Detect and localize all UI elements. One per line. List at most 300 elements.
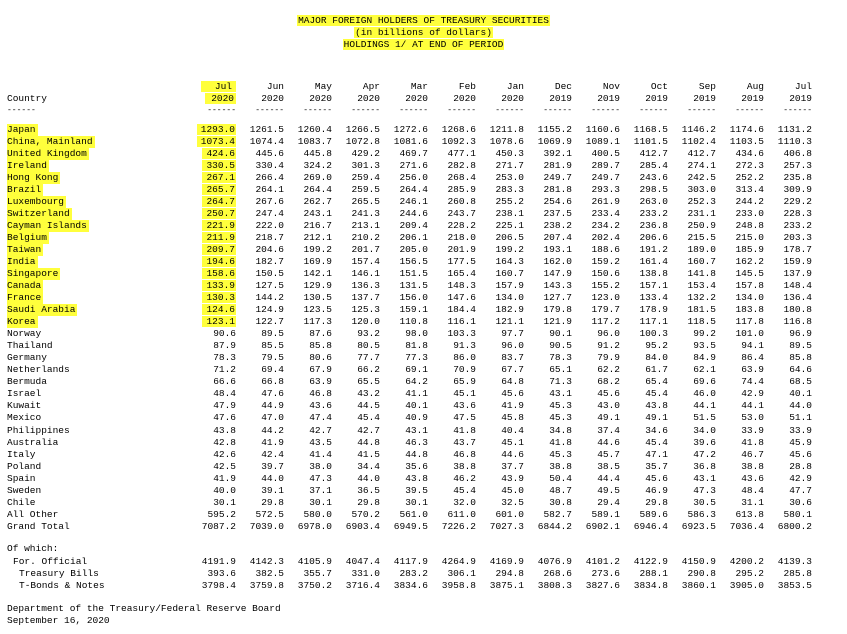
value-cell: 1103.5 — [729, 136, 764, 148]
value-cell: 252.2 — [735, 172, 764, 184]
value-cell: 271.7 — [495, 160, 524, 172]
value-cell: 49.5 — [597, 484, 620, 496]
value-cell: 47.6 — [261, 388, 284, 400]
value-cell: 137.9 — [783, 268, 812, 280]
value-cell: 434.6 — [735, 148, 764, 160]
country-name: Thailand — [7, 340, 53, 352]
header-rule: ------ — [591, 106, 620, 115]
value-cell: 30.8 — [549, 496, 572, 508]
value-cell: 412.7 — [687, 148, 716, 160]
value-highlight: 133.9 — [202, 280, 236, 291]
value-cell: 1092.3 — [441, 136, 476, 148]
value-cell: 249.7 — [543, 172, 572, 184]
month-header: Aug — [746, 81, 764, 92]
country-name: Switzerland — [7, 208, 70, 220]
value-cell: 62.2 — [597, 364, 620, 376]
value-cell: 257.3 — [783, 160, 812, 172]
table-row — [0, 461, 847, 473]
value-cell: 185.9 — [735, 244, 764, 256]
header-rule: ------ — [351, 106, 380, 115]
value-cell: 96.0 — [597, 328, 620, 340]
value-cell: 97.7 — [501, 328, 524, 340]
value-cell: 6946.4 — [633, 520, 668, 532]
value-cell: 157.8 — [735, 280, 764, 292]
value-cell: 43.6 — [309, 400, 332, 412]
value-cell: 41.8 — [741, 436, 764, 448]
value-cell: 215.0 — [735, 232, 764, 244]
country-name: Luxembourg — [7, 196, 65, 208]
value-cell: 4105.9 — [297, 556, 332, 567]
country-rule: ------ — [7, 106, 36, 115]
year-header: 2020 — [501, 93, 524, 104]
value-cell: 129.9 — [303, 280, 332, 292]
value-highlight: 424.6 — [202, 148, 236, 159]
value-cell: 256.0 — [399, 172, 428, 184]
value-cell: 179.7 — [591, 304, 620, 316]
table-row — [0, 400, 847, 412]
value-cell: 62.1 — [693, 364, 716, 376]
value-cell: 47.0 — [261, 412, 284, 424]
value-cell: 159.9 — [783, 256, 812, 268]
value-cell: 1268.6 — [441, 124, 476, 135]
value-cell — [194, 148, 236, 160]
value-cell: 45.6 — [597, 388, 620, 400]
value-cell: 71.3 — [549, 376, 572, 388]
table-row — [0, 268, 847, 280]
value-cell — [194, 268, 236, 280]
month-header — [194, 81, 236, 93]
value-cell: 199.2 — [495, 244, 524, 256]
table-row — [0, 172, 847, 184]
country-name: Belgium — [7, 232, 47, 244]
value-cell: 117.1 — [639, 316, 668, 328]
month-header: Mar — [410, 81, 428, 92]
month-header: Nov — [602, 81, 620, 92]
value-cell: 259.4 — [351, 172, 380, 184]
value-cell: 3759.8 — [249, 580, 284, 591]
value-cell: 164.3 — [495, 256, 524, 268]
value-cell: 4191.9 — [201, 556, 236, 567]
value-cell: 330.4 — [255, 160, 284, 172]
value-cell: 249.7 — [591, 172, 620, 184]
value-cell: 37.7 — [501, 460, 524, 472]
value-cell: 283.2 — [399, 568, 428, 579]
value-cell: 86.4 — [741, 352, 764, 364]
value-cell: 228.2 — [447, 220, 476, 232]
value-cell: 136.3 — [351, 280, 380, 292]
value-cell: 4200.2 — [729, 556, 764, 567]
value-cell: 237.5 — [543, 208, 572, 220]
value-cell: 1168.5 — [633, 124, 668, 135]
value-cell: 35.7 — [645, 460, 668, 472]
value-cell: 43.6 — [741, 472, 764, 484]
value-cell: 285.9 — [447, 184, 476, 196]
value-cell: 260.8 — [447, 196, 476, 208]
value-cell: 191.2 — [639, 244, 668, 256]
year-header: 2019 — [789, 93, 812, 104]
value-cell: 161.4 — [639, 256, 668, 268]
value-cell: 285.8 — [783, 568, 812, 579]
year-header: 2020 — [309, 93, 332, 104]
value-cell: 611.0 — [447, 508, 476, 520]
value-cell: 80.5 — [357, 340, 380, 352]
value-cell: 44.8 — [357, 436, 380, 448]
value-cell: 29.8 — [645, 496, 668, 508]
table-row — [0, 521, 847, 533]
value-cell: 67.9 — [309, 364, 332, 376]
value-cell: 28.8 — [789, 460, 812, 472]
value-cell: 84.0 — [645, 352, 668, 364]
value-cell: 41.5 — [357, 448, 380, 460]
value-cell: 235.8 — [783, 172, 812, 184]
value-cell: 64.2 — [405, 376, 428, 388]
value-cell: 255.2 — [495, 196, 524, 208]
value-cell: 43.9 — [501, 472, 524, 484]
year-header: 2020 — [405, 93, 428, 104]
value-cell: 69.6 — [693, 376, 716, 388]
value-highlight: 330.5 — [202, 160, 236, 171]
value-cell: 134.0 — [495, 292, 524, 304]
table-row — [0, 328, 847, 340]
value-cell: 95.2 — [645, 340, 668, 352]
year-header: 2019 — [645, 93, 668, 104]
value-cell: 1266.5 — [345, 124, 380, 135]
country-name: Canada — [7, 280, 42, 292]
value-cell: 271.6 — [399, 160, 428, 172]
value-cell: 39.7 — [261, 460, 284, 472]
table-row — [0, 352, 847, 364]
value-cell: 121.1 — [495, 316, 524, 328]
value-cell: 43.8 — [405, 472, 428, 484]
value-cell: 445.8 — [303, 148, 332, 160]
value-cell: 445.6 — [255, 148, 284, 160]
value-cell: 40.0 — [213, 484, 236, 496]
value-cell: 169.9 — [303, 256, 332, 268]
value-cell: 123.0 — [591, 292, 620, 304]
value-cell: 162.0 — [543, 256, 572, 268]
value-cell: 134.0 — [735, 292, 764, 304]
country-name: Taiwan — [7, 244, 42, 256]
value-cell: 40.4 — [501, 424, 524, 436]
value-cell: 207.4 — [543, 232, 572, 244]
value-cell: 45.3 — [549, 448, 572, 460]
value-cell: 103.3 — [447, 328, 476, 340]
value-cell: 86.0 — [453, 352, 476, 364]
value-cell: 91.2 — [597, 340, 620, 352]
value-cell: 210.2 — [351, 232, 380, 244]
value-cell: 1131.2 — [777, 124, 812, 135]
value-cell: 1211.8 — [489, 124, 524, 135]
value-cell: 65.5 — [357, 376, 380, 388]
value-highlight: 1293.0 — [197, 124, 236, 135]
value-cell: 65.4 — [645, 376, 668, 388]
value-cell: 30.1 — [405, 496, 428, 508]
value-cell: 202.4 — [591, 232, 620, 244]
value-cell: 199.2 — [303, 244, 332, 256]
value-cell: 30.1 — [309, 496, 332, 508]
table-row — [0, 304, 847, 316]
value-cell: 1261.5 — [249, 124, 284, 135]
value-cell: 3834.6 — [393, 580, 428, 591]
value-cell: 44.8 — [405, 448, 428, 460]
value-cell: 127.7 — [543, 292, 572, 304]
value-cell: 43.6 — [453, 400, 476, 412]
value-cell: 42.7 — [357, 424, 380, 436]
value-cell: 45.6 — [645, 472, 668, 484]
value-cell: 43.1 — [549, 388, 572, 400]
value-cell: 93.2 — [357, 328, 380, 340]
table-row — [0, 376, 847, 388]
of-which-row — [0, 580, 847, 592]
value-cell: 7039.0 — [249, 520, 284, 532]
value-cell: 290.8 — [687, 568, 716, 579]
table-row — [0, 136, 847, 148]
value-cell: 6903.4 — [345, 520, 380, 532]
country-name: China, Mainland — [7, 136, 93, 148]
value-cell: 156.0 — [399, 292, 428, 304]
value-cell: 125.3 — [351, 304, 380, 316]
value-cell: 477.1 — [447, 148, 476, 160]
value-cell: 188.6 — [591, 244, 620, 256]
value-cell: 147.6 — [447, 292, 476, 304]
value-cell: 45.9 — [789, 436, 812, 448]
value-cell: 7027.3 — [489, 520, 524, 532]
value-cell: 38.5 — [597, 460, 620, 472]
value-cell: 37.4 — [597, 424, 620, 436]
value-cell: 4047.4 — [345, 556, 380, 567]
country-name: Sweden — [7, 484, 42, 496]
value-cell: 215.5 — [687, 232, 716, 244]
value-cell: 3798.4 — [201, 580, 236, 591]
year-header — [194, 93, 236, 105]
value-cell: 96.0 — [501, 340, 524, 352]
value-cell: 313.4 — [735, 184, 764, 196]
value-cell: 246.1 — [399, 196, 428, 208]
value-cell: 42.6 — [213, 448, 236, 460]
value-cell: 222.0 — [255, 220, 284, 232]
value-cell: 85.8 — [789, 352, 812, 364]
value-cell: 153.4 — [687, 280, 716, 292]
value-cell: 238.2 — [543, 220, 572, 232]
value-cell: 283.3 — [495, 184, 524, 196]
value-cell: 262.7 — [303, 196, 332, 208]
table-row — [0, 509, 847, 521]
value-cell: 44.6 — [501, 448, 524, 460]
value-cell: 79.9 — [597, 352, 620, 364]
value-cell: 41.8 — [453, 424, 476, 436]
country-name: Spain — [7, 472, 36, 484]
country-name: Grand Total — [7, 520, 70, 532]
value-cell: 61.7 — [645, 364, 668, 376]
table-row — [0, 124, 847, 136]
value-cell: 118.5 — [687, 316, 716, 328]
value-cell: 151.5 — [399, 268, 428, 280]
value-highlight: 221.9 — [202, 220, 236, 231]
year-header: 2019 — [549, 93, 572, 104]
month-header: May — [314, 81, 332, 92]
value-cell: 43.5 — [309, 436, 332, 448]
value-cell: 570.2 — [351, 508, 380, 520]
value-cell: 45.4 — [645, 388, 668, 400]
table-row — [0, 425, 847, 437]
value-cell: 40.9 — [405, 412, 428, 424]
table-row — [0, 148, 847, 160]
value-cell: 48.7 — [549, 484, 572, 496]
title-line-1: MAJOR FOREIGN HOLDERS OF TREASURY SECURITIES — [298, 15, 549, 26]
value-cell: 87.6 — [309, 328, 332, 340]
value-cell: 42.8 — [213, 436, 236, 448]
value-cell: 206.1 — [399, 232, 428, 244]
value-cell: 265.5 — [351, 196, 380, 208]
country-name: Israel — [7, 388, 42, 400]
value-cell: 3808.3 — [537, 580, 572, 591]
value-cell: 67.7 — [501, 364, 524, 376]
value-cell: 64.6 — [789, 364, 812, 376]
value-cell: 1272.6 — [393, 124, 428, 135]
value-highlight: 158.6 — [202, 268, 236, 279]
value-cell: 35.6 — [405, 460, 428, 472]
value-cell — [194, 304, 236, 316]
value-cell: 44.1 — [741, 400, 764, 412]
value-cell: 40.1 — [405, 400, 428, 412]
value-cell: 43.2 — [357, 388, 380, 400]
value-cell: 4122.9 — [633, 556, 668, 567]
value-cell: 159.2 — [591, 256, 620, 268]
value-highlight: 264.7 — [202, 196, 236, 207]
value-cell: 121.9 — [543, 316, 572, 328]
value-cell: 80.6 — [309, 352, 332, 364]
value-highlight: 130.3 — [202, 292, 236, 303]
value-cell: 46.3 — [405, 436, 428, 448]
year-header: 2019 — [597, 93, 620, 104]
value-cell — [194, 160, 236, 172]
country-name: Mexico — [7, 412, 42, 424]
value-cell: 48.4 — [213, 388, 236, 400]
header-rule: ------ — [447, 106, 476, 115]
table-row — [0, 340, 847, 352]
value-cell: 193.1 — [543, 244, 572, 256]
value-cell: 29.8 — [357, 496, 380, 508]
value-cell: 47.4 — [309, 412, 332, 424]
value-cell: 42.5 — [213, 460, 236, 472]
value-cell: 228.3 — [783, 208, 812, 220]
value-cell: 243.7 — [447, 208, 476, 220]
value-cell: 44.0 — [789, 400, 812, 412]
value-cell: 53.0 — [741, 412, 764, 424]
country-name: Saudi Arabia — [7, 304, 76, 316]
value-cell: 38.8 — [549, 460, 572, 472]
value-cell: 50.4 — [549, 472, 572, 484]
table-row — [0, 196, 847, 208]
value-cell — [194, 124, 236, 136]
value-cell: 130.5 — [303, 292, 332, 304]
value-cell — [194, 184, 236, 196]
value-cell — [194, 136, 236, 148]
month-header: Jul — [794, 81, 812, 92]
value-cell: 94.1 — [741, 340, 764, 352]
value-cell: 469.7 — [399, 148, 428, 160]
footer-date: September 16, 2020 — [7, 615, 110, 626]
value-cell: 66.8 — [261, 376, 284, 388]
header-rule: ------ — [639, 106, 668, 115]
value-cell: 34.0 — [693, 424, 716, 436]
table-row — [0, 412, 847, 424]
value-cell: 66.6 — [213, 376, 236, 388]
country-name: Poland — [7, 460, 42, 472]
value-cell: 36.5 — [357, 484, 380, 496]
value-cell: 43.1 — [405, 424, 428, 436]
value-cell: 6949.5 — [393, 520, 428, 532]
value-cell: 269.0 — [303, 172, 332, 184]
value-cell: 47.6 — [213, 412, 236, 424]
value-cell: 136.4 — [783, 292, 812, 304]
value-cell: 131.5 — [399, 280, 428, 292]
month-header: Apr — [362, 81, 380, 92]
value-cell: 89.5 — [789, 340, 812, 352]
year-header-highlight: 2020 — [205, 93, 236, 104]
value-cell: 248.8 — [735, 220, 764, 232]
country-name: United Kingdom — [7, 148, 87, 160]
value-cell: 37.1 — [309, 484, 332, 496]
country-name: Bermuda — [7, 376, 47, 388]
value-cell: 303.0 — [687, 184, 716, 196]
value-cell: 85.8 — [309, 340, 332, 352]
value-cell: 137.7 — [351, 292, 380, 304]
value-cell: 229.2 — [783, 196, 812, 208]
value-cell: 42.4 — [261, 448, 284, 460]
value-cell: 101.0 — [735, 328, 764, 340]
value-cell: 264.4 — [399, 184, 428, 196]
value-cell: 43.1 — [693, 472, 716, 484]
value-cell: 160.7 — [495, 268, 524, 280]
value-cell: 1260.4 — [297, 124, 332, 135]
value-cell: 45.4 — [453, 484, 476, 496]
table-row — [0, 292, 847, 304]
value-cell: 7226.2 — [441, 520, 476, 532]
country-name: Germany — [7, 352, 47, 364]
value-cell: 1089.1 — [585, 136, 620, 148]
value-cell: 90.1 — [549, 328, 572, 340]
header-rule: ------ — [255, 106, 284, 115]
value-cell: 64.8 — [501, 376, 524, 388]
value-cell: 177.5 — [447, 256, 476, 268]
year-header: 2020 — [453, 93, 476, 104]
value-cell: 3827.6 — [585, 580, 620, 591]
value-cell: 46.8 — [309, 388, 332, 400]
value-cell: 69.4 — [261, 364, 284, 376]
value-highlight: 194.6 — [202, 256, 236, 267]
value-cell: 1102.4 — [681, 136, 716, 148]
country-column-label: Country — [7, 93, 47, 104]
value-cell: 3853.5 — [777, 580, 812, 591]
value-cell: 272.3 — [735, 160, 764, 172]
value-cell: 38.8 — [741, 460, 764, 472]
value-cell: 116.1 — [447, 316, 476, 328]
value-cell: 157.1 — [639, 280, 668, 292]
value-cell: 143.3 — [543, 280, 572, 292]
value-cell: 252.3 — [687, 196, 716, 208]
country-name: Singapore — [7, 268, 59, 280]
table-row — [0, 437, 847, 449]
value-highlight: 267.1 — [202, 172, 236, 183]
table-row — [0, 388, 847, 400]
value-highlight: 209.7 — [202, 244, 236, 255]
value-cell: 45.0 — [501, 484, 524, 496]
value-cell: 209.4 — [399, 220, 428, 232]
value-cell: 4076.9 — [537, 556, 572, 567]
value-cell: 39.5 — [405, 484, 428, 496]
value-cell: 36.8 — [693, 460, 716, 472]
